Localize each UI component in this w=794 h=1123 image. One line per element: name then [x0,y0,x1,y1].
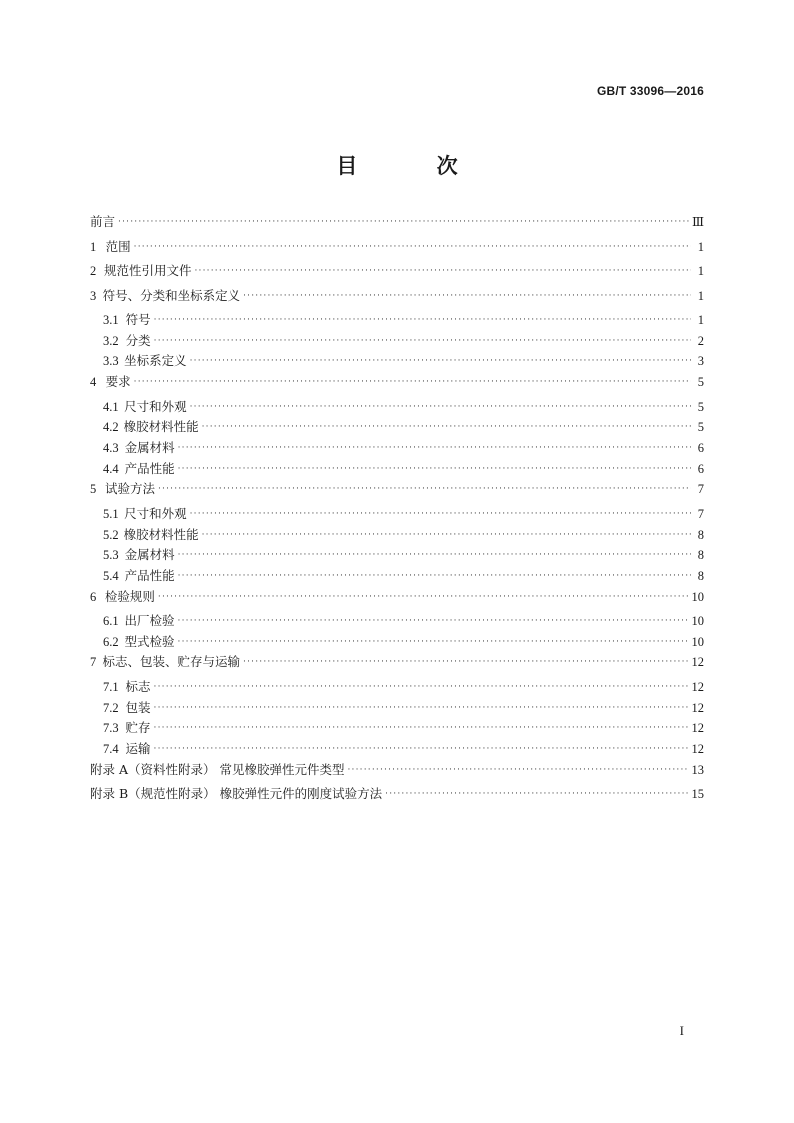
toc-entry-page: 1 [697,264,704,278]
toc-entry-title: 出厂检验 [124,613,175,629]
toc-entry-title: 符号、分类和坐标系定义 [102,287,241,303]
toc-entry[interactable] [90,548,704,569]
toc-entry-number: 4.3 [103,440,119,455]
toc-entry-number: 5.4 [103,568,119,583]
toc-entry[interactable] [90,420,704,441]
toc-entry-page: 8 [697,568,704,583]
toc-entry-title: 规范性引用文件 [103,263,192,278]
toc-entry-title: 包装 [125,699,151,715]
toc-entry-title: 坐标系定义 [124,353,187,369]
toc-entry-title: 金属材料 [124,547,175,563]
toc-entry[interactable] [90,375,704,400]
toc-entry[interactable] [90,590,704,615]
toc-entry[interactable] [90,441,704,462]
dot-leader [154,721,689,735]
toc-entry-number: 2 [90,264,97,278]
standard-number: GB/T 33096—2016 [596,84,704,98]
dot-leader [178,635,689,649]
toc-entry[interactable] [90,701,704,722]
toc-entry-number: 7.3 [103,721,119,736]
toc-entry-title: 附录 A（资料性附录） 常见橡胶弹性元件类型 [90,761,345,777]
toc-entry-number: 3 [90,288,97,303]
toc-entry-title: 试验方法 [104,481,155,497]
toc-entry-page: 10 [691,634,704,649]
dot-leader [154,680,689,694]
toc-entry[interactable] [90,680,704,701]
toc-entry-number: 6 [90,589,97,604]
toc-entry-number: 5 [90,482,97,497]
toc-entry-number: 4 [90,375,97,390]
toc-entry-page: 1 [697,288,704,303]
toc-entry[interactable] [90,507,704,528]
toc-entry[interactable] [90,528,704,549]
dot-leader [118,215,689,229]
toc-entry-title: 橡胶材料性能 [123,419,199,435]
dot-leader [178,548,691,562]
toc-entry-number: 1 [90,239,97,254]
dot-leader [178,569,691,583]
dot-leader [158,482,691,496]
toc-entry[interactable] [90,482,704,507]
toc-entry-page: 8 [697,548,704,563]
page-number: I [679,1023,684,1038]
toc-entry-number: 7.1 [103,679,119,694]
dot-leader [154,701,689,715]
toc-entry-number: 6.2 [103,634,119,649]
toc-entry-title: 范围 [105,238,131,254]
toc-entry[interactable] [90,655,704,680]
toc-entry-number: 3.3 [103,354,119,369]
dot-leader [190,507,691,521]
toc-entry[interactable] [90,742,704,763]
dot-leader [154,334,691,348]
toc-entry[interactable] [90,240,704,265]
toc-entry-title: 分类 [125,332,151,348]
toc-entry-page: 5 [697,399,704,414]
toc-entry-page: 2 [697,333,704,348]
page-title: 目 次 [336,153,494,178]
dot-leader [154,742,689,756]
toc-entry[interactable] [90,635,704,656]
toc-entry-title: 前言 [90,214,116,229]
toc-entry[interactable] [90,763,704,788]
toc-entry-page: 10 [691,614,704,629]
dot-leader [134,240,691,254]
toc-entry-number: 6.1 [103,614,119,629]
toc-entry-title: 符号 [125,312,151,327]
toc-entry-page: 5 [697,420,704,435]
toc-entry[interactable] [90,569,704,590]
toc-entry[interactable] [90,215,704,240]
toc-entry-title: 标志 [125,678,151,694]
toc-entry-page: 7 [697,506,704,521]
dot-leader [202,528,691,542]
dot-leader [190,400,691,414]
toc-entry-title: 贮存 [125,720,151,736]
toc-entry-page: 8 [697,527,704,542]
toc-entry-title: 尺寸和外观 [124,398,187,414]
toc-entry-title: 产品性能 [124,460,175,476]
toc-entry[interactable] [90,313,704,334]
toc-entry-number: 7.4 [103,742,119,756]
dot-leader [178,441,691,455]
toc-entry-page: 5 [697,375,704,390]
toc-entry[interactable] [90,462,704,483]
dot-leader [158,590,689,604]
toc-entry-title: 检验规则 [104,588,155,604]
toc-entry-number: 5.2 [103,527,119,542]
dot-leader [178,614,689,628]
toc-entry-title: 型式检验 [124,633,175,649]
toc-entry-title: 尺寸和外观 [124,505,187,521]
toc-entry-number: 7.2 [103,700,119,715]
toc-entry-page: 6 [697,461,704,476]
toc-entry[interactable] [90,614,704,635]
dot-leader [347,763,688,777]
dot-leader [194,264,691,278]
dot-leader [134,375,691,389]
toc-entry-title: 标志、包装、贮存与运输 [102,654,241,670]
toc-entry-number: 3.1 [103,313,119,327]
toc-entry-title: 金属材料 [124,439,175,455]
toc-entry-page: 12 [691,721,704,736]
toc-entry[interactable] [90,400,704,421]
toc-entry-title: 运输 [125,741,151,756]
toc-entry[interactable] [90,334,704,355]
toc-entry[interactable] [90,289,704,314]
toc-entry-page: 15 [691,787,704,802]
toc-entry[interactable] [90,264,704,289]
toc-entry-number: 4.4 [103,461,119,476]
toc-entry[interactable] [90,721,704,742]
toc-entry-title: 附录 B（规范性附录） 橡胶弹性元件的刚度试验方法 [90,786,383,802]
toc-entry[interactable] [90,787,704,812]
dot-leader [190,354,691,368]
toc-entry-page: 1 [697,313,704,327]
toc-entry-page: 12 [691,742,704,756]
toc-entry-page: 12 [691,700,704,715]
toc-entry-number: 4.2 [103,420,119,435]
toc-entry-title: 橡胶材料性能 [123,526,199,542]
dot-leader [154,313,691,327]
toc-entry-title: 要求 [105,374,131,390]
toc-entry-page: Ⅲ [691,215,704,229]
toc-entry[interactable] [90,354,704,375]
toc-entry-page: 7 [697,482,704,497]
table-of-contents [90,215,704,812]
toc-entry-page: 1 [697,239,704,254]
toc-entry-title: 产品性能 [124,567,175,583]
dot-leader [243,289,691,303]
toc-entry-page: 13 [691,762,704,777]
toc-entry-page: 12 [691,655,704,670]
toc-entry-number: 4.1 [103,399,119,414]
dot-leader [385,787,688,801]
dot-leader [202,420,691,434]
toc-entry-page: 6 [697,440,704,455]
dot-leader [243,655,688,669]
toc-entry-number: 7 [90,655,97,670]
toc-entry-page: 3 [697,354,704,369]
toc-entry-page: 10 [691,589,704,604]
toc-entry-number: 5.3 [103,548,119,563]
toc-entry-number: 5.1 [103,506,119,521]
toc-entry-page: 12 [691,679,704,694]
dot-leader [178,462,691,476]
toc-entry-number: 3.2 [103,333,119,348]
